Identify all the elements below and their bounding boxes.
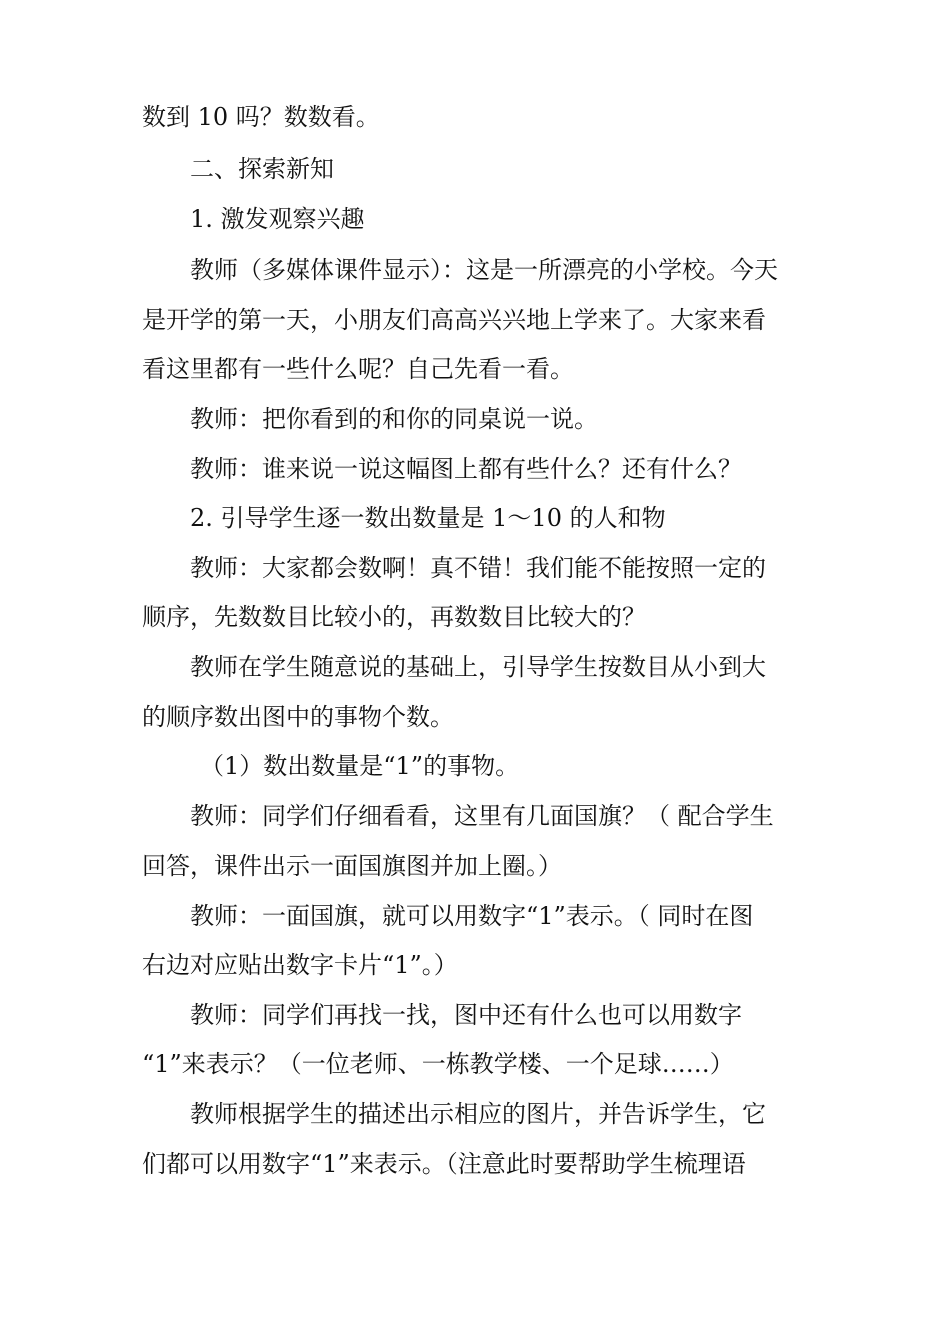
paragraph-line: 回答，课件出示一面国旗图并加上圈。） — [142, 852, 562, 880]
paragraph-line: 教师：谁来说一说这幅图上都有些什么？还有什么？ — [190, 455, 742, 483]
paragraph-line: 教师：同学们再找一找，图中还有什么也可以用数字 — [190, 1001, 742, 1029]
list-item-heading: （1）数出数量是“1”的事物。 — [200, 752, 520, 780]
paragraph-line: 们都可以用数字“1”来表示。（注意此时要帮助学生梳理语 — [142, 1150, 746, 1178]
text-line: 数到 10 吗？数数看。 — [142, 103, 380, 131]
subsection-heading: 2. 引导学生逐一数出数量是 1～10 的人和物 — [190, 504, 666, 532]
paragraph-line: 教师：一面国旗，就可以用数字“1”表示。（ 同时在图 — [190, 902, 754, 930]
paragraph-line: 顺序，先数数目比较小的，再数数目比较大的？ — [142, 603, 646, 631]
paragraph-line: 教师：大家都会数啊！真不错！我们能不能按照一定的 — [190, 554, 766, 582]
paragraph-line: 教师：同学们仔细看看，这里有几面国旗？（ 配合学生 — [190, 802, 774, 830]
paragraph-line: 的顺序数出图中的事物个数。 — [142, 703, 454, 731]
paragraph-line: 看这里都有一些什么呢？自己先看一看。 — [142, 355, 574, 383]
paragraph-line: 教师（多媒体课件显示）：这是一所漂亮的小学校。今天 — [190, 256, 778, 284]
section-heading: 二、探索新知 — [190, 155, 334, 183]
paragraph-line: 教师根据学生的描述出示相应的图片，并告诉学生，它 — [190, 1100, 766, 1128]
paragraph-line: 右边对应贴出数字卡片“1”。） — [142, 951, 458, 979]
paragraph-line: 教师在学生随意说的基础上，引导学生按数目从小到大 — [190, 653, 766, 681]
subsection-heading: 1. 激发观察兴趣 — [190, 205, 365, 233]
paragraph-line: 是开学的第一天，小朋友们高高兴兴地上学来了。大家来看 — [142, 306, 766, 334]
paragraph-line: “1”来表示？（一位老师、一栋教学楼、一个足球……） — [142, 1050, 734, 1078]
paragraph-line: 教师：把你看到的和你的同桌说一说。 — [190, 405, 598, 433]
